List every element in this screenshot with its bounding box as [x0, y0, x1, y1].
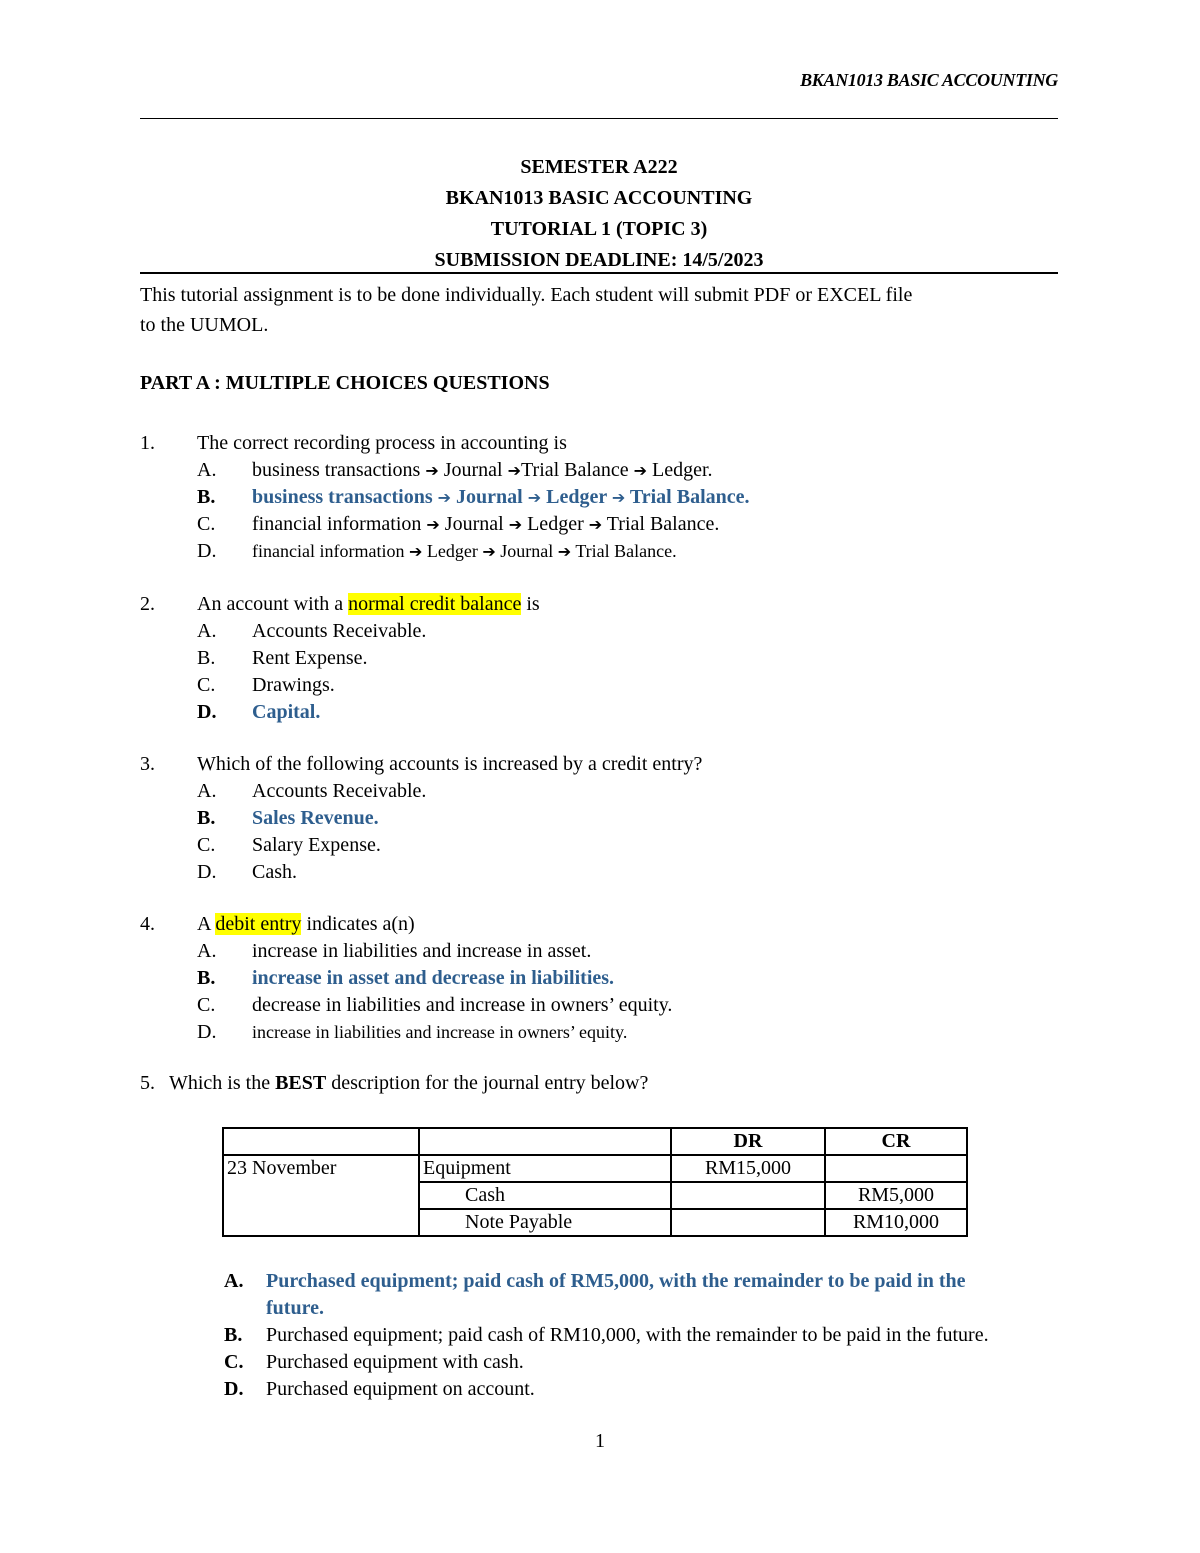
title-rule [140, 272, 1058, 274]
option-letter: D. [197, 1021, 217, 1043]
question-number: 5. [140, 1072, 155, 1094]
option-letter: B. [224, 1324, 243, 1346]
option-text: increase in asset and decrease in liabilities. [252, 967, 615, 989]
option-text: Cash. [252, 861, 297, 883]
option-text: Purchased equipment with cash. [266, 1351, 524, 1373]
option-text [252, 484, 750, 511]
arrow-right-icon: ➔ [408, 542, 423, 561]
arrow-right-icon: ➔ [557, 542, 572, 561]
account-name: Note Payable [465, 1211, 573, 1233]
header-cell-empty [419, 1128, 671, 1155]
option-text: increase in liabilities and increase in owners’ equity. [252, 1022, 628, 1042]
step: business transactions [252, 459, 426, 481]
intro-paragraph [140, 280, 1070, 340]
option-text: Purchased equipment on account. [266, 1378, 535, 1400]
option-text: Sales Revenue. [252, 807, 379, 829]
question-stem: Which of the following accounts is increased by a credit entry? [197, 753, 703, 775]
step: Journal [451, 486, 528, 508]
stem-text: An account with a [197, 593, 349, 615]
emphasis-text: BEST [275, 1072, 327, 1094]
option-letter: A. [197, 459, 217, 481]
stem-text: description for the journal entry below? [326, 1072, 649, 1094]
option-letter: A. [197, 620, 217, 642]
step: Trial Balance. [571, 541, 677, 561]
running-header: BKAN1013 BASIC ACCOUNTING [800, 70, 1058, 90]
option-letter: C. [224, 1351, 244, 1373]
arrow-right-icon: ➔ [527, 488, 542, 507]
step: business transactions [252, 486, 438, 508]
header-rule [140, 118, 1058, 119]
option-letter: A. [224, 1270, 244, 1292]
step: Trial Balance [521, 459, 634, 481]
option-letter: D. [197, 701, 217, 723]
option-text: increase in liabilities and increase in asset. [252, 940, 592, 962]
step: Trial Balance. [625, 486, 750, 508]
intro-line-1: This tutorial assignment is to be done individually. Each student will submit PDF or EXCEL file [140, 284, 913, 306]
question-number: 1. [140, 432, 155, 454]
option-letter: D. [224, 1378, 244, 1400]
option-letter: C. [197, 674, 216, 696]
page-number: 1 [595, 1430, 605, 1452]
question-stem [197, 591, 540, 618]
table-header-row [223, 1128, 967, 1155]
question-number: 4. [140, 913, 155, 935]
part-a-heading: PART A : MULTIPLE CHOICES QUESTIONS [140, 372, 550, 394]
arrow-right-icon: ➔ [633, 461, 647, 480]
deadline-title: SUBMISSION DEADLINE: 14/5/2023 [434, 249, 764, 271]
credit-cell: RM5,000 [825, 1182, 967, 1209]
debit-cell [671, 1209, 825, 1236]
option-letter: C. [197, 834, 216, 856]
debit-cell [671, 1182, 825, 1209]
arrow-right-icon: ➔ [508, 515, 523, 534]
account-name: Cash [465, 1184, 505, 1206]
header-cell-empty [223, 1128, 419, 1155]
option-letter: C. [197, 994, 216, 1016]
step: Ledger [541, 486, 612, 508]
table-row [223, 1155, 967, 1182]
step: Journal [438, 459, 508, 481]
option-text: Purchased equipment; paid cash of RM10,000, with the remainder to be paid in the future. [266, 1324, 989, 1346]
stem-text: is [521, 593, 540, 615]
option-text [252, 457, 713, 484]
arrow-right-icon: ➔ [426, 515, 440, 534]
step: financial information [252, 541, 409, 561]
option-text: decrease in liabilities and increase in owners’ equity. [252, 994, 673, 1016]
option-letter: B. [197, 807, 216, 829]
header-cr: CR [825, 1128, 967, 1155]
step: Ledger [422, 541, 483, 561]
account-cell: Equipment [419, 1155, 671, 1182]
step: Ledger. [647, 459, 713, 481]
debit-cell: RM15,000 [671, 1155, 825, 1182]
arrow-right-icon: ➔ [588, 515, 603, 534]
entry-date: 23 November [223, 1155, 419, 1236]
header-dr: DR [671, 1128, 825, 1155]
option-letter: A. [197, 780, 217, 802]
question-stem [169, 1072, 648, 1095]
option-letter: B. [197, 486, 216, 508]
step: Journal [495, 541, 558, 561]
option-text: Accounts Receivable. [252, 780, 427, 802]
option-text: Accounts Receivable. [252, 620, 427, 642]
question-stem: The correct recording process in accounting is [197, 432, 567, 454]
account-cell [419, 1182, 671, 1209]
course-title: BKAN1013 BASIC ACCOUNTING [445, 187, 753, 209]
credit-cell [825, 1155, 967, 1182]
option-text [252, 538, 677, 565]
option-letter: D. [197, 540, 217, 562]
highlighted-term: normal credit balance [348, 593, 522, 615]
step: Ledger [522, 513, 589, 535]
tutorial-title: TUTORIAL 1 (TOPIC 3) [490, 218, 708, 240]
semester-title: SEMESTER A222 [520, 156, 678, 178]
option-text: Drawings. [252, 674, 335, 696]
arrow-right-icon: ➔ [507, 461, 522, 480]
stem-text: Which is the [169, 1072, 276, 1094]
arrow-right-icon: ➔ [425, 461, 439, 480]
stem-text: A [197, 913, 216, 935]
option-letter: A. [197, 940, 217, 962]
question-number: 3. [140, 753, 155, 775]
stem-text: indicates a(n) [301, 913, 415, 935]
option-text: future. [266, 1297, 324, 1319]
option-text [252, 511, 719, 538]
arrow-right-icon: ➔ [482, 542, 496, 561]
intro-line-2: to the UUMOL. [140, 314, 269, 336]
account-cell [419, 1209, 671, 1236]
credit-cell: RM10,000 [825, 1209, 967, 1236]
question-number: 2. [140, 593, 155, 615]
step: Journal [439, 513, 509, 535]
question-stem [197, 911, 415, 938]
arrow-right-icon: ➔ [611, 488, 626, 507]
arrow-right-icon: ➔ [437, 488, 452, 507]
option-text: Purchased equipment; paid cash of RM5,000, with the remainder to be paid in the [266, 1270, 966, 1292]
option-text: Salary Expense. [252, 834, 381, 856]
option-letter: B. [197, 647, 216, 669]
step: Trial Balance. [602, 513, 720, 535]
step: financial information [252, 513, 427, 535]
option-letter: C. [197, 513, 216, 535]
title-block [140, 152, 1058, 276]
journal-entry-table [222, 1127, 968, 1237]
option-letter: B. [197, 967, 216, 989]
option-letter: D. [197, 861, 217, 883]
option-text: Rent Expense. [252, 647, 368, 669]
highlighted-term: debit entry [215, 913, 302, 935]
option-text: Capital. [252, 701, 321, 723]
